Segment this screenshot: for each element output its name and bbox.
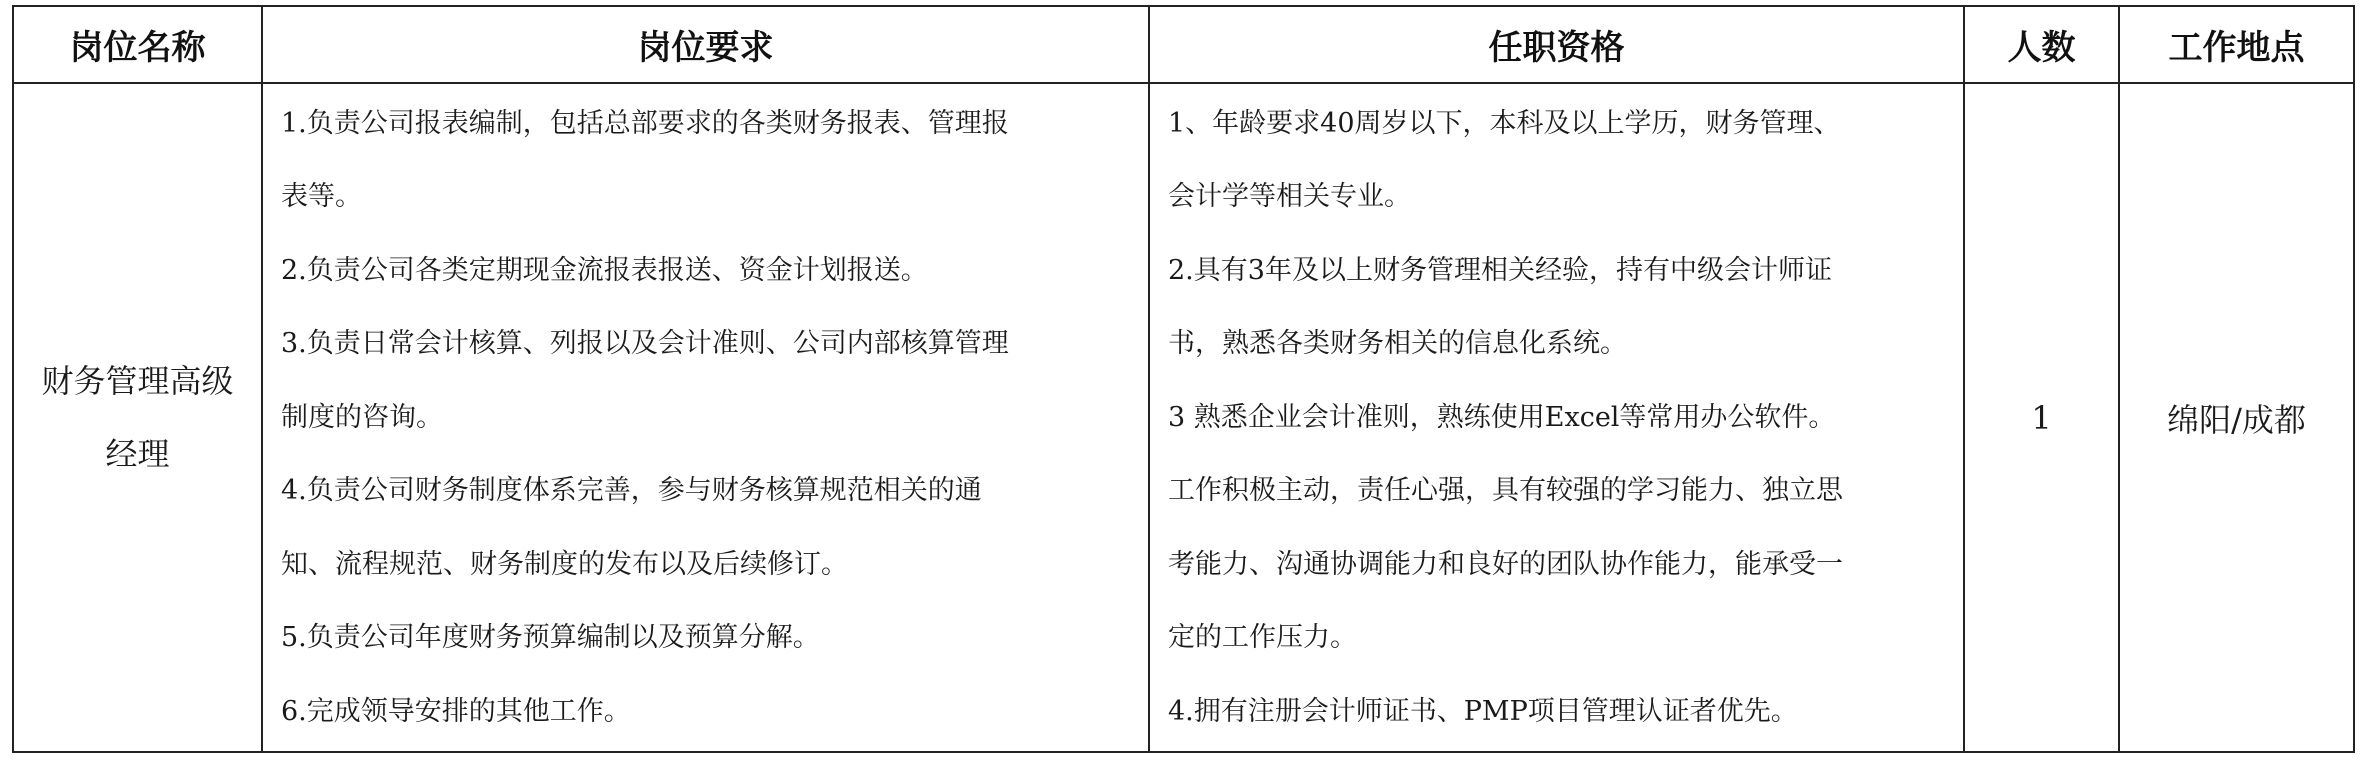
header-headcount: 人数: [1964, 6, 2119, 83]
requirement-line: 表等。: [281, 181, 362, 213]
requirements-cell: [262, 83, 1149, 752]
qualification-line: 工作积极主动，责任心强，具有较强的学习能力、独立思: [1168, 475, 1843, 507]
table-header-row: [13, 6, 2354, 83]
requirement-line: 制度的咨询。: [281, 401, 443, 433]
requirement-line: 1.负责公司报表编制，包括总部要求的各类财务报表、管理报: [281, 107, 1009, 139]
requirement-line: 6.完成领导安排的其他工作。: [281, 695, 631, 727]
position-name-line: 财务管理高级: [41, 361, 234, 400]
qualification-line: 1、年龄要求40周岁以下，本科及以上学历，财务管理、: [1168, 107, 1841, 139]
requirement-line: 3.负责日常会计核算、列报以及会计准则、公司内部核算管理: [281, 328, 1009, 360]
header-position-name: 岗位名称: [13, 6, 262, 83]
work-location-cell: 绵阳/成都: [2119, 83, 2354, 752]
requirement-line: 知、流程规范、财务制度的发布以及后续修订。: [281, 548, 848, 580]
qualification-line: 书，熟悉各类财务相关的信息化系统。: [1168, 328, 1627, 360]
header-qualifications: 任职资格: [1149, 6, 1964, 83]
qualification-line: 定的工作压力。: [1168, 622, 1357, 654]
job-posting-table: [12, 5, 2355, 753]
header-work-location: 工作地点: [2119, 6, 2354, 83]
qualification-line: 2.具有3年及以上财务管理相关经验，持有中级会计师证: [1168, 254, 1832, 286]
qualification-line: 4.拥有注册会计师证书、PMP项目管理认证者优先。: [1168, 695, 1798, 727]
table-row: [13, 83, 2354, 752]
qualifications-cell: [1149, 83, 1964, 752]
qualification-line: 3 熟悉企业会计准则，熟练使用Excel等常用办公软件。: [1168, 401, 1836, 433]
position-name-cell: [13, 83, 262, 752]
requirement-line: 5.负责公司年度财务预算编制以及预算分解。: [281, 622, 820, 654]
qualification-line: 考能力、沟通协调能力和良好的团队协作能力，能承受一: [1168, 548, 1843, 580]
header-position-requirements: 岗位要求: [262, 6, 1149, 83]
headcount-cell: 1: [1964, 83, 2119, 752]
qualification-line: 会计学等相关专业。: [1168, 181, 1411, 213]
position-name-line: 经理: [105, 434, 170, 473]
requirement-line: 4.负责公司财务制度体系完善，参与财务核算规范相关的通: [281, 475, 982, 507]
requirement-line: 2.负责公司各类定期现金流报表报送、资金计划报送。: [281, 254, 928, 286]
